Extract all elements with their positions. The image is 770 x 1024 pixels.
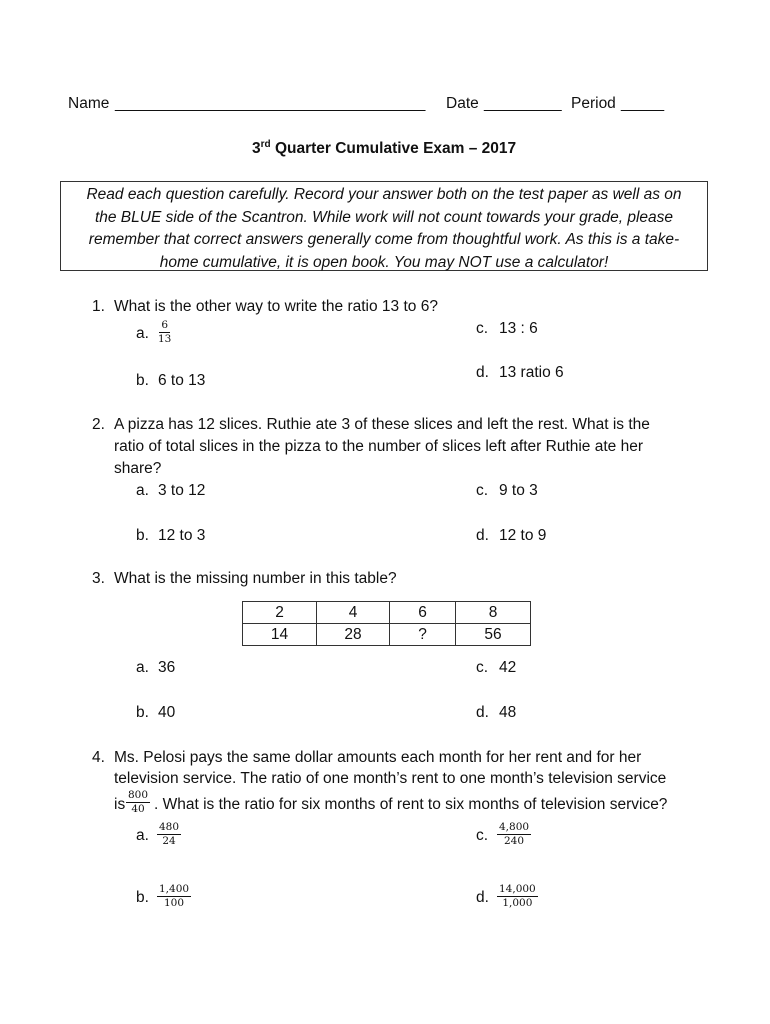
choice-fraction — [157, 883, 191, 910]
table-cell: 8 — [456, 602, 531, 624]
choice-text: 13 ratio 6 — [499, 364, 564, 381]
choice-text: 13 : 6 — [499, 320, 538, 337]
choice-text: 12 to 9 — [499, 527, 547, 544]
choice-label: a. — [136, 827, 149, 844]
choice-label: b. — [136, 527, 149, 544]
instructions-line: home cumulative, it is open book. You may NOT use a calculator! — [159, 253, 609, 271]
choice-text: 40 — [158, 704, 176, 721]
question-text: What is the missing number in this table? — [114, 570, 397, 587]
choice-label: b. — [136, 372, 149, 389]
question-text: is — [114, 796, 126, 813]
fraction-denominator: 40 — [131, 803, 145, 815]
table-row — [243, 602, 531, 624]
title-number: 3 — [252, 140, 261, 158]
choice-fraction — [156, 319, 173, 346]
choice-label: b. — [136, 704, 149, 721]
choice-label: b. — [136, 889, 149, 906]
date-blank[interactable]: _________ — [484, 95, 562, 112]
title-text: Quarter Cumulative Exam – 2017 — [274, 140, 517, 158]
question-text: television service. The ratio of one month’s rent to one month’s television service — [114, 770, 667, 787]
question-number: 4. — [92, 749, 105, 766]
choice-label: d. — [476, 364, 489, 381]
table-row — [243, 624, 531, 646]
fraction-numerator: 1,400 — [159, 883, 190, 895]
choice-fraction — [497, 883, 538, 910]
ratio-fraction — [126, 789, 150, 816]
choice-label: c. — [476, 320, 489, 337]
choice-fraction — [157, 821, 181, 848]
period-blank[interactable]: _____ — [621, 95, 665, 112]
choice-label: d. — [476, 889, 489, 906]
question-number: 2. — [92, 416, 105, 433]
instructions-line: remember that correct answers generally come from thoughtful work. As this is a take- — [88, 231, 680, 248]
choice-label: d. — [476, 704, 489, 721]
choice-text: 6 to 13 — [158, 372, 206, 389]
choice-text: 9 to 3 — [499, 482, 538, 499]
fraction-denominator: 100 — [164, 897, 185, 909]
number-table — [242, 601, 531, 646]
table-cell: 2 — [243, 602, 317, 624]
choice-label: a. — [136, 659, 149, 676]
choice-fraction — [497, 821, 531, 848]
question-number: 1. — [92, 298, 105, 315]
choice-label: a. — [136, 482, 149, 499]
choice-label: a. — [136, 325, 149, 342]
table-cell: 6 — [390, 602, 456, 624]
question-text: ratio of total slices in the pizza to the number of slices left after Ruthie ate her — [114, 438, 643, 455]
fraction-denominator: 13 — [158, 333, 172, 345]
instructions-line: the BLUE side of the Scantron. While work will not count towards your grade, please — [94, 208, 674, 226]
choice-label: c. — [476, 482, 489, 499]
fraction-numerator: 4,800 — [499, 821, 530, 833]
table-cell: 28 — [317, 624, 390, 646]
fraction-numerator: 480 — [159, 821, 180, 833]
question-text: Ms. Pelosi pays the same dollar amounts each month for her rent and for her — [114, 749, 642, 766]
question-text: . What is the ratio for six months of rent to six months of television service? — [154, 796, 668, 813]
choice-text: 36 — [158, 659, 176, 676]
question-text: What is the other way to write the ratio 13 to 6? — [114, 298, 438, 315]
table-cell: ? — [390, 624, 456, 646]
question-text: share? — [114, 460, 162, 477]
choice-label: c. — [476, 827, 489, 844]
fraction-numerator: 800 — [128, 789, 149, 801]
choice-label: d. — [476, 527, 489, 544]
choice-text: 3 to 12 — [158, 482, 206, 499]
date-label: Date — [446, 95, 479, 112]
name-blank[interactable]: ____________________________________ — [115, 95, 426, 112]
fraction-denominator: 240 — [504, 835, 525, 847]
instructions-line: Read each question carefully. Record your answer both on the test paper as well as on — [86, 186, 682, 203]
table-cell: 56 — [456, 624, 531, 646]
period-label: Period — [571, 95, 616, 112]
choice-text: 12 to 3 — [158, 527, 206, 544]
fraction-numerator: 14,000 — [499, 883, 536, 895]
question-number: 3. — [92, 570, 105, 587]
name-label: Name — [68, 95, 110, 112]
question-text: A pizza has 12 slices. Ruthie ate 3 of these slices and left the rest. What is the — [114, 416, 650, 433]
fraction-denominator: 24 — [162, 835, 176, 847]
fraction-numerator: 6 — [161, 319, 169, 331]
choice-text: 48 — [499, 704, 517, 721]
exam-title — [252, 139, 516, 158]
instructions-box — [60, 181, 708, 271]
table-cell: 14 — [243, 624, 317, 646]
table-cell: 4 — [317, 602, 390, 624]
choice-label: c. — [476, 659, 489, 676]
choice-text: 42 — [499, 659, 517, 676]
fraction-denominator: 1,000 — [502, 897, 533, 909]
title-superscript: rd — [260, 139, 271, 150]
